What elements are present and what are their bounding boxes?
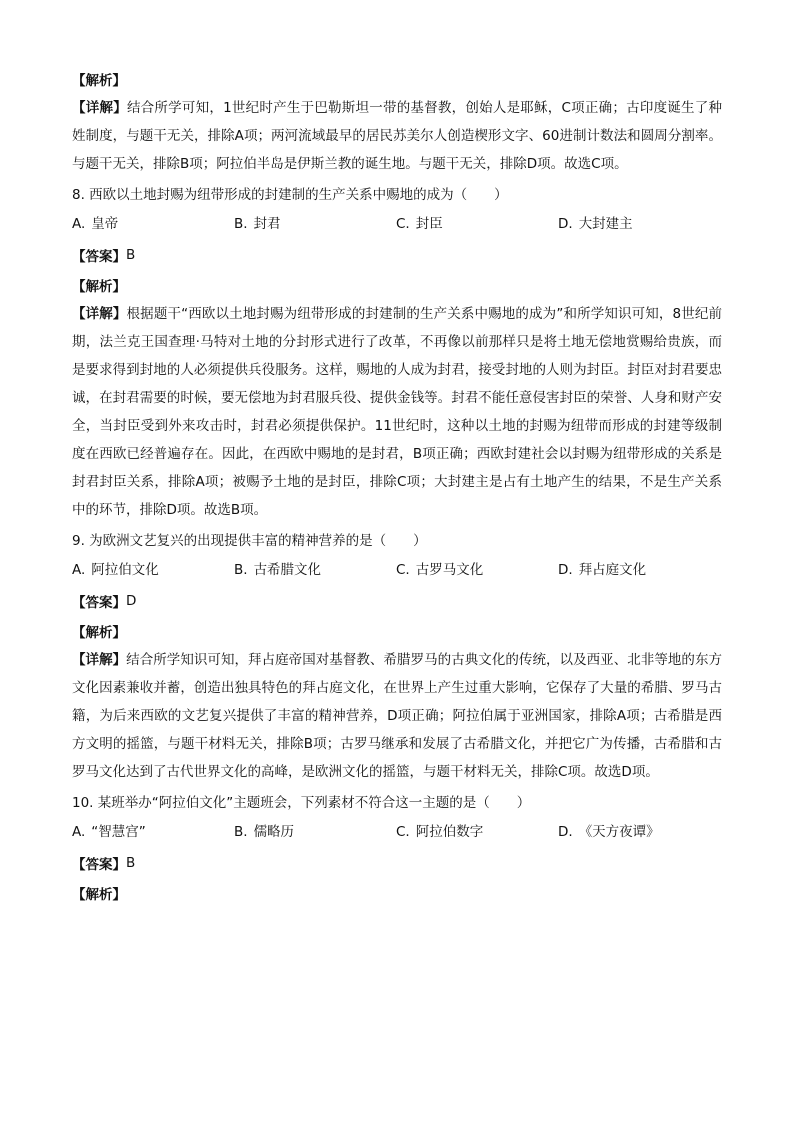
answer-q8 (72, 240, 722, 270)
option-a: A. 皇帝 (72, 216, 119, 232)
option-a: A. 阿拉伯文化 (72, 562, 159, 578)
option-b: B. 古希腊文化 (234, 562, 322, 578)
document-content (72, 64, 722, 908)
detail-tag: 【详解】 (72, 100, 127, 116)
answer-tag: 【答案】 (72, 249, 126, 265)
analysis-label-q9 (72, 616, 722, 646)
question-10-stem (72, 786, 722, 816)
answer-tag: 【答案】 (72, 857, 126, 873)
answer-value: D (126, 593, 137, 609)
question-8-stem (72, 178, 722, 208)
answer-value: B (126, 247, 136, 263)
answer-tag: 【答案】 (72, 595, 126, 611)
answer-q10 (72, 848, 722, 878)
detail-q9 (72, 646, 722, 786)
question-stem: 8. 西欧以土地封赐为纽带形成的封建制的生产关系中赐地的成为（ ） (72, 187, 508, 203)
question-stem: 9. 为欧洲文艺复兴的出现提供丰富的精神营养的是（ ） (72, 533, 427, 549)
analysis-label-q8 (72, 270, 722, 300)
option-d: D. 大封建主 (558, 216, 633, 232)
option-d: D. 《天方夜谭》 (558, 824, 660, 840)
detail-tag: 【详解】 (72, 652, 127, 668)
analysis-label-q7 (72, 64, 722, 94)
analysis-label-q10 (72, 878, 722, 908)
question-9-options (72, 554, 722, 586)
question-stem: 10. 某班举办“阿拉伯文化”主题班会，下列素材不符合这一主题的是（ ） (72, 795, 531, 811)
option-c: C. 古罗马文化 (396, 562, 484, 578)
analysis-tag: 【解析】 (72, 279, 126, 295)
question-8-options (72, 208, 722, 240)
question-10-options (72, 816, 722, 848)
question-9-stem (72, 524, 722, 554)
answer-value: B (126, 855, 136, 871)
option-a: A. “智慧宫” (72, 824, 146, 840)
analysis-tag: 【解析】 (72, 73, 126, 89)
detail-q8 (72, 300, 722, 524)
option-c: C. 阿拉伯数字 (396, 824, 484, 840)
detail-text: 根据题干“西欧以土地封赐为纽带形成的封建制的生产关系中赐地的成为”和所学知识可知，8世纪前期，法兰克王国查理·马特对土地的分封形式进行了改革，不再像以前那样只是将土地无偿地赏赐给贵族，而是要求得到封地的人必须提供兵役服务。这样，赐地的人成为封君，接受封地的人则为封臣。封臣对封君要忠诚，在封君需要的时候，要无偿地为封君服兵役、提供金钱等。封君不能任意侵害封臣的荣誉、人身和财产安全，当封臣受到外来攻击时，封君必须提供保护。11世纪时，这种以土地的封赐为纽带而形成的封建等级制度在西欧已经普遍存在。因此，在西欧中赐地的是封君，B项正确；西欧封建社会以封赐为纽带形成的关系是封君封臣关系，排除A项；被赐予土地的是封臣，排除C项；大封建主是占有土地产生的结果，不是生产关系中的环节，排除D项。故选B项。 (72, 306, 723, 518)
option-b: B. 儒略历 (234, 824, 295, 840)
analysis-tag: 【解析】 (72, 887, 126, 903)
detail-text: 结合所学知识可知，拜占庭帝国对基督教、希腊罗马的古典文化的传统，以及西亚、北非等地的东方文化因素兼收并蓄，创造出独具特色的拜占庭文化，在世界上产生过重大影响，它保存了大量的希腊、罗马古籍，为后来西欧的文艺复兴提供了丰富的精神营养，D项正确；阿拉伯属于亚洲国家，排除A项；古希腊是西方文明的摇篮，与题干材料无关，排除B项；古罗马继承和发展了古希腊文化，并把它广为传播，古希腊和古罗马文化达到了古代世界文化的高峰，是欧洲文化的摇篮，与题干材料无关，排除C项。故选D项。 (72, 652, 723, 780)
detail-text: 结合所学可知，1世纪时产生于巴勒斯坦一带的基督教，创始人是耶稣，C项正确；古印度诞生了种姓制度，与题干无关，排除A项；两河流域最早的居民苏美尔人创造楔形文字、60进制计数法和圆周分割率。与题干无关，排除B项；阿拉伯半岛是伊斯兰教的诞生地。与题干无关，排除D项。故选C项。 (72, 100, 723, 172)
option-b: B. 封君 (234, 216, 281, 232)
option-d: D. 拜占庭文化 (558, 562, 647, 578)
detail-q7 (72, 94, 722, 178)
detail-tag: 【详解】 (72, 306, 127, 322)
option-c: C. 封臣 (396, 216, 443, 232)
answer-q9 (72, 586, 722, 616)
analysis-tag: 【解析】 (72, 625, 126, 641)
